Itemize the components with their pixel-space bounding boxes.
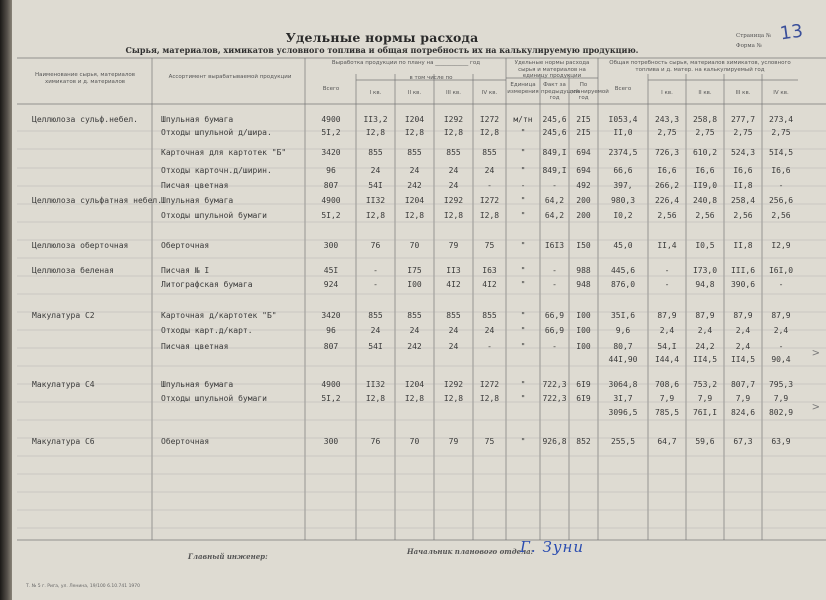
cell-n4: 87,9 xyxy=(771,311,791,320)
cell-q4: - xyxy=(487,181,492,190)
cell-n3: 2,4 xyxy=(735,326,751,335)
cell-n1: 64,7 xyxy=(657,437,677,446)
book-spine xyxy=(0,0,12,600)
cell-plan: 2I5 xyxy=(576,128,591,137)
cell-plan: I00 xyxy=(576,342,591,351)
cell-material: Целлюлоза сульфатная небел. xyxy=(32,196,163,205)
header-need-total: Всего xyxy=(614,86,632,92)
cell-total: 300 xyxy=(323,241,339,250)
cell-n1: II,4 xyxy=(657,241,677,250)
header-q2: II кв. xyxy=(407,90,422,96)
header-material: Наименование сырья, материалов химикатов и д. материалов xyxy=(34,72,136,85)
cell-product: Отходы шпульной бумаги xyxy=(161,211,267,220)
cell-n4: - xyxy=(778,342,784,351)
planning-head-label: Начальник планового отдела: xyxy=(407,547,534,556)
cell-n4: 2,75 xyxy=(771,128,791,137)
cell-actual: 926,8 xyxy=(542,437,567,446)
cell-total: 807 xyxy=(323,342,339,351)
cell-q4: 855 xyxy=(482,148,497,157)
cell-product: Отходы шпульной бумаги xyxy=(161,394,267,403)
cell-q1: II32 xyxy=(365,196,386,205)
cell-n2: 87,9 xyxy=(695,311,715,320)
cell-product: Писчая № I xyxy=(161,266,210,275)
cell-q3: 24 xyxy=(448,166,459,175)
cell-n2: II4,5 xyxy=(692,355,718,364)
cell-n3: I6,6 xyxy=(733,166,753,175)
cell-unit: " xyxy=(520,241,526,250)
cell-q1: - xyxy=(373,280,378,289)
cell-actual: - xyxy=(552,266,557,275)
cell-total: 96 xyxy=(326,326,336,335)
cell-need-total: 3096,5 xyxy=(608,408,638,417)
cell-actual: - xyxy=(552,181,557,190)
cell-q3: 24 xyxy=(448,342,459,351)
cell-n1: 785,5 xyxy=(654,408,680,417)
cell-need-total: 80,7 xyxy=(613,342,633,351)
cell-material: Целлюлоза беленая xyxy=(32,266,114,275)
cell-need-total: 45,0 xyxy=(613,241,633,250)
cell-q1: 24 xyxy=(370,326,381,335)
cell-need-total: 397, xyxy=(613,181,633,190)
cell-material: Целлюлоза сульф.небел. xyxy=(32,115,138,124)
cell-material: Макулатура С2 xyxy=(32,311,95,320)
cell-actual: 64,2 xyxy=(544,211,565,220)
cell-product: Карточная д/картотек "Б" xyxy=(161,311,277,320)
cell-total: 4900 xyxy=(321,115,341,124)
cell-product: Отходы шпульной д/шира. xyxy=(161,128,272,137)
cell-need-total: 35I,6 xyxy=(610,311,636,320)
cell-plan: 6I9 xyxy=(576,380,591,389)
chief-engineer-label: Главный инженер: xyxy=(188,552,268,561)
cell-product: Оберточная xyxy=(161,437,210,446)
cell-unit: " xyxy=(520,166,526,175)
header-need-q1: I кв. xyxy=(661,90,673,96)
cell-q3: I2,8 xyxy=(443,128,464,137)
cell-n2: 94,8 xyxy=(695,280,715,289)
cell-plan: 492 xyxy=(576,181,591,190)
cell-n4: 90,4 xyxy=(771,355,791,364)
cell-q3: 4I2 xyxy=(446,280,461,289)
cell-total: 4900 xyxy=(321,196,341,205)
cell-n1: 2,4 xyxy=(659,326,675,335)
cell-plan: 948 xyxy=(576,280,591,289)
cell-q2: I00 xyxy=(407,280,422,289)
cell-q1: 76 xyxy=(370,241,381,250)
header-q3: III кв. xyxy=(446,90,461,96)
cell-q2: I2,8 xyxy=(404,128,425,137)
cell-product: Оберточная xyxy=(161,241,210,250)
cell-q1: - xyxy=(373,266,378,275)
cell-unit: " xyxy=(520,211,526,220)
cell-actual: 722,3 xyxy=(542,394,567,403)
cell-total: 5I,2 xyxy=(321,394,341,403)
cell-q4: I272 xyxy=(479,380,500,389)
cell-plan: 852 xyxy=(576,437,591,446)
cell-n3: II,8 xyxy=(733,181,753,190)
cell-q3: I292 xyxy=(443,115,464,124)
cell-total: 5I,2 xyxy=(321,211,341,220)
cell-actual: 66,9 xyxy=(544,311,565,320)
cell-n3: II,8 xyxy=(733,241,753,250)
cell-n2: II9,0 xyxy=(692,181,718,190)
cell-q4: I2,8 xyxy=(479,394,500,403)
cell-n2: 258,8 xyxy=(692,115,718,124)
cell-n4: I6,6 xyxy=(771,166,791,175)
cell-unit: " xyxy=(520,196,526,205)
cell-need-total: 980,3 xyxy=(610,196,636,205)
cell-q1: 76 xyxy=(370,437,381,446)
cell-actual: 66,9 xyxy=(544,326,565,335)
cell-n1: 243,3 xyxy=(654,115,680,124)
document-subtitle: Сырья, материалов, химикатов условного топлива и общая потребность их на калькулируемую продукцию. xyxy=(125,45,639,55)
header-norms-group: Удельные нормы расхода сырья и материалов на единицу продукции xyxy=(514,60,590,79)
cell-material: Макулатура С6 xyxy=(32,437,95,446)
cell-material: Целлюлоза оберточная xyxy=(32,241,129,250)
header-in-that-number: в том числе по xyxy=(409,75,453,81)
cell-plan: 200 xyxy=(576,211,591,220)
cell-n1: 2,75 xyxy=(657,128,677,137)
cell-n1: 266,2 xyxy=(654,181,680,190)
cell-n1: I6,6 xyxy=(657,166,677,175)
document-sheet xyxy=(12,0,826,600)
cell-n2: I73,0 xyxy=(692,266,718,275)
cell-actual: - xyxy=(552,280,557,289)
cell-n3: 7,9 xyxy=(735,394,751,403)
document-title: Удельные нормы расхода xyxy=(285,30,479,45)
cell-q3: I2,8 xyxy=(443,394,464,403)
cell-q2: 242 xyxy=(407,342,422,351)
handwritten-page-number: 13 xyxy=(778,20,805,45)
cell-q2: I204 xyxy=(404,115,425,124)
cell-unit: " xyxy=(520,280,526,289)
cell-q3: I292 xyxy=(443,380,464,389)
cell-total: 3420 xyxy=(321,311,341,320)
cell-actual: 245,6 xyxy=(542,128,567,137)
cell-n2: 7,9 xyxy=(697,394,713,403)
cell-n4: 795,3 xyxy=(768,380,794,389)
cell-n2: 240,8 xyxy=(692,196,718,205)
cell-need-total: 255,5 xyxy=(610,437,636,446)
cell-q4: I2,8 xyxy=(479,128,500,137)
cell-n3: 258,4 xyxy=(730,196,756,205)
cell-n4: 273,4 xyxy=(768,115,794,124)
cell-unit: " xyxy=(520,148,526,157)
cell-q1: I2,8 xyxy=(365,394,386,403)
cell-product: Отходы карт.д/карт. xyxy=(161,326,253,335)
cell-q3: I2,8 xyxy=(443,211,464,220)
cell-n1: 726,3 xyxy=(654,148,680,157)
cell-actual: 64,2 xyxy=(544,196,565,205)
cell-need-total: 2374,5 xyxy=(608,148,638,157)
cell-product: Шпульная бумага xyxy=(161,196,234,205)
cell-n1: 708,6 xyxy=(654,380,680,389)
cell-n2: 610,2 xyxy=(692,148,718,157)
cell-q1: II32 xyxy=(365,380,386,389)
cell-total: 300 xyxy=(323,437,339,446)
cell-need-total: 9,6 xyxy=(615,326,631,335)
cell-product: Писчая цветная xyxy=(161,181,229,190)
cell-n2: 59,6 xyxy=(695,437,715,446)
header-need-q2: II кв. xyxy=(698,90,712,96)
cell-n3: II4,5 xyxy=(730,355,756,364)
cell-q2: 855 xyxy=(407,148,422,157)
cell-unit: м/тн xyxy=(513,115,533,124)
header-q4: IV кв. xyxy=(481,90,498,96)
margin-mark: > xyxy=(811,402,820,413)
cell-n4: I2,9 xyxy=(771,241,791,250)
header-need-group: Общая потребность сырья, материалов химикатов, условного топлива и д. матер. на калькулируемый год xyxy=(609,60,791,73)
cell-q4: 75 xyxy=(484,241,495,250)
cell-q1: 54I xyxy=(368,181,383,190)
form-number-label: Форма № xyxy=(736,43,762,49)
cell-total: 3420 xyxy=(321,148,341,157)
header-assortment: Ассортимент вырабатываемой продукции xyxy=(168,74,292,80)
margin-mark: > xyxy=(811,348,820,359)
cell-q4: - xyxy=(487,342,492,351)
cell-unit: " xyxy=(520,437,526,446)
cell-need-total: I053,4 xyxy=(608,115,638,124)
cell-actual: 245,6 xyxy=(542,115,567,124)
cell-q2: 70 xyxy=(409,241,420,250)
cell-total: 924 xyxy=(323,280,339,289)
cell-plan: I50 xyxy=(576,241,591,250)
cell-n1: I44,4 xyxy=(654,355,680,364)
cell-q4: I63 xyxy=(482,266,497,275)
header-q1: I кв. xyxy=(369,90,382,96)
cell-n4: 7,9 xyxy=(773,394,789,403)
cell-q1: 24 xyxy=(370,166,381,175)
cell-n3: 524,3 xyxy=(730,148,756,157)
cell-n3: 2,56 xyxy=(733,211,753,220)
header-total: Всего xyxy=(322,86,340,92)
cell-q1: 855 xyxy=(368,311,383,320)
cell-n3: 2,4 xyxy=(735,342,751,351)
cell-n3: III,6 xyxy=(730,266,756,275)
cell-q4: 24 xyxy=(484,326,495,335)
cell-q2: I75 xyxy=(407,266,422,275)
cell-n3: 807,7 xyxy=(730,380,756,389)
cell-q2: 855 xyxy=(407,311,422,320)
cell-q2: 24 xyxy=(409,166,420,175)
cell-n3: 87,9 xyxy=(733,311,753,320)
cell-plan: 694 xyxy=(576,148,591,157)
handwritten-signature: Г. Зуни xyxy=(520,538,585,556)
header-unit: Единица измерения xyxy=(507,82,539,95)
cell-unit: - xyxy=(520,181,526,190)
cell-n1: 226,4 xyxy=(654,196,680,205)
cell-n3: 2,75 xyxy=(733,128,753,137)
cell-plan: I00 xyxy=(576,311,591,320)
cell-need-total: 445,6 xyxy=(610,266,636,275)
cell-q2: 24 xyxy=(409,326,420,335)
cell-product: Карточная для картотек "Б" xyxy=(161,148,287,157)
cell-n2: 76I,I xyxy=(692,408,718,417)
cell-q1: I2,8 xyxy=(365,128,386,137)
cell-need-total: 66,6 xyxy=(613,166,633,175)
print-info: Т. № 5 г. Рига, ул. Ленина, 19/100 6.10.741 1970 xyxy=(26,584,141,589)
cell-actual: 849,I xyxy=(542,166,567,175)
cell-need-total: 3064,8 xyxy=(608,380,638,389)
cell-q3: 79 xyxy=(448,437,459,446)
cell-q4: 75 xyxy=(484,437,495,446)
cell-product: Литографская бумага xyxy=(161,280,253,289)
cell-q4: I2,8 xyxy=(479,211,500,220)
header-planned: По планируемой год xyxy=(570,82,609,101)
cell-q2: I2,8 xyxy=(404,211,425,220)
cell-product: Писчая цветная xyxy=(161,342,229,351)
cell-n2: 2,56 xyxy=(695,211,715,220)
cell-q1: 855 xyxy=(368,148,383,157)
cell-n4: 256,6 xyxy=(768,196,794,205)
cell-plan: 200 xyxy=(576,196,591,205)
cell-need-total: I0,2 xyxy=(613,211,633,220)
cell-plan: 694 xyxy=(576,166,591,175)
cell-plan: 2I5 xyxy=(576,115,591,124)
cell-q4: I272 xyxy=(479,196,500,205)
cell-q2: I2,8 xyxy=(404,394,425,403)
cell-q4: 4I2 xyxy=(482,280,497,289)
cell-q4: 855 xyxy=(482,311,497,320)
cell-q2: I204 xyxy=(404,196,425,205)
cell-total: 96 xyxy=(326,166,336,175)
cell-need-total: II,0 xyxy=(613,128,633,137)
cell-n3: 67,3 xyxy=(733,437,753,446)
cell-q3: 855 xyxy=(446,148,461,157)
cell-plan: 6I9 xyxy=(576,394,591,403)
cell-unit: " xyxy=(520,128,526,137)
cell-product: Отходы карточн.д/ширин. xyxy=(161,166,272,175)
cell-plan: I00 xyxy=(576,326,591,335)
cell-n2: 753,2 xyxy=(692,380,718,389)
cell-n4: I6I,0 xyxy=(768,266,794,275)
cell-n4: - xyxy=(778,280,784,289)
cell-q3: 855 xyxy=(446,311,461,320)
cell-total: 5I,2 xyxy=(321,128,341,137)
cell-n1: 2,56 xyxy=(657,211,677,220)
header-output-group: Выработка продукции по плану на ____________ год xyxy=(331,60,481,66)
cell-need-total: 3I,7 xyxy=(613,394,633,403)
cell-q2: I204 xyxy=(404,380,425,389)
page-number-label: Страница № xyxy=(736,33,772,39)
cell-n4: 2,56 xyxy=(771,211,791,220)
cell-plan: 988 xyxy=(576,266,591,275)
cell-n4: 63,9 xyxy=(771,437,791,446)
cell-q3: 24 xyxy=(448,326,459,335)
cell-n4: 802,9 xyxy=(768,408,794,417)
cell-unit: " xyxy=(520,326,526,335)
header-need-q4: IV кв. xyxy=(773,90,789,96)
cell-unit: " xyxy=(520,266,526,275)
cell-n4: - xyxy=(778,181,784,190)
cell-total: 4900 xyxy=(321,380,341,389)
cell-n4: 5I4,5 xyxy=(768,148,794,157)
cell-q3: II3 xyxy=(446,266,461,275)
cell-unit: " xyxy=(520,380,526,389)
cell-q1: 54I xyxy=(368,342,383,351)
cell-q4: 24 xyxy=(484,166,495,175)
cell-product: Шпульная бумага xyxy=(161,380,234,389)
cell-n1: - xyxy=(664,280,670,289)
cell-total: 807 xyxy=(323,181,339,190)
cell-unit: " xyxy=(520,311,526,320)
cell-q2: 242 xyxy=(407,181,422,190)
cell-n1: 7,9 xyxy=(659,394,675,403)
cell-n2: I6,6 xyxy=(695,166,715,175)
cell-n3: 824,6 xyxy=(730,408,756,417)
cell-actual: 722,3 xyxy=(542,380,567,389)
cell-actual: 849,I xyxy=(542,148,567,157)
cell-n1: 87,9 xyxy=(657,311,677,320)
cell-need-total: 44I,90 xyxy=(608,355,638,364)
cell-n3: 390,6 xyxy=(730,280,756,289)
cell-n2: 2,75 xyxy=(695,128,715,137)
cell-total: 45I xyxy=(323,266,339,275)
cell-q3: 24 xyxy=(448,181,459,190)
header-actual: Факт за предыдущий год xyxy=(541,82,580,101)
cell-q1: I2,8 xyxy=(365,211,386,220)
cell-actual: I6I3 xyxy=(544,241,565,250)
cell-need-total: 876,0 xyxy=(610,280,636,289)
cell-product: Шпульная бумага xyxy=(161,115,234,124)
cell-unit: " xyxy=(520,342,526,351)
cell-n2: I0,5 xyxy=(695,241,715,250)
cell-actual: - xyxy=(552,342,557,351)
cell-unit: " xyxy=(520,394,526,403)
cell-q3: 79 xyxy=(448,241,459,250)
cell-n1: - xyxy=(664,266,670,275)
cell-material: Макулатура С4 xyxy=(32,380,95,389)
cell-q4: I272 xyxy=(479,115,500,124)
header-need-q3: III кв. xyxy=(735,90,751,96)
cell-q2: 70 xyxy=(409,437,420,446)
cell-q3: I292 xyxy=(443,196,464,205)
cell-n4: 2,4 xyxy=(773,326,789,335)
cell-n2: 24,2 xyxy=(695,342,715,351)
cell-n2: 2,4 xyxy=(697,326,713,335)
cell-n3: 277,7 xyxy=(730,115,756,124)
cell-n1: 54,I xyxy=(657,342,677,351)
cell-q1: II3,2 xyxy=(363,115,388,124)
